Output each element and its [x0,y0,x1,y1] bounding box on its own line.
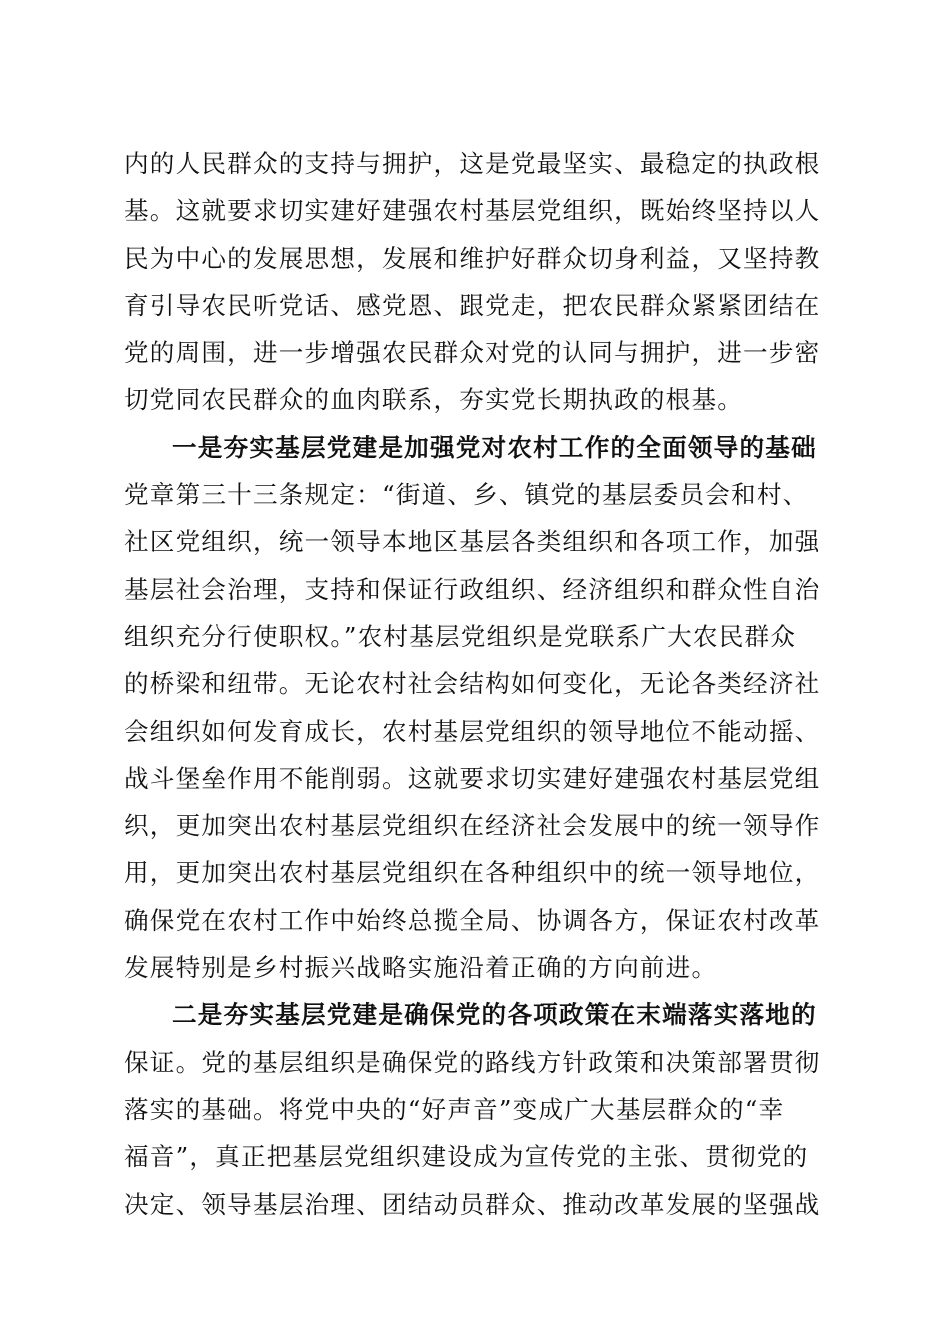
text-line: 切党同农民群众的血肉联系，夯实党长期执政的根基。 [124,385,744,415]
text-line: 民为中心的发展思想，发展和维护好群众切身利益，又坚持教 [124,243,821,273]
text-line: 落实的基础。将党中央的“好声音”变成广大基层群众的“幸 [124,1094,785,1124]
text-line: 党的周围，进一步增强农民群众对党的认同与拥护，进一步密 [124,338,821,368]
text-line: 用，更加突出农村基层党组织在各种组织中的统一领导地位， [124,858,821,888]
text-line: 确保党在农村工作中始终总揽全局、协调各方，保证农村改革 [124,905,821,935]
section-2 [124,991,829,1227]
text-line: 的桥梁和纽带。无论农村社会结构如何变化，无论各类经济社 [124,669,821,699]
text-line: 会组织如何发育成长，农村基层党组织的领导地位不能动摇、 [124,716,821,746]
text-line: 福音”，真正把基层党组织建设成为宣传党的主张、贯彻党的 [124,1142,809,1172]
text-line: 党章第三十三条规定：“街道、乡、镇党的基层委员会和村、 [124,480,809,510]
text-line: 保证。党的基层组织是确保党的路线方针政策和决策部署贯彻 [124,1047,821,1077]
section-1-heading: 一是夯实基层党建是加强党对农村工作的全面领导的基础 [172,432,817,462]
paragraph-1 [124,140,829,424]
section-1 [124,424,829,992]
body-text [124,140,829,1228]
text-line: 决定、领导基层治理、团结动员群众、推动改革发展的坚强战 [124,1189,821,1219]
text-line: 战斗堡垒作用不能削弱。这就要求切实建好建强农村基层党组 [124,763,821,793]
text-line: 织，更加突出农村基层党组织在经济社会发展中的统一领导作 [124,811,821,841]
text-line: 育引导农民听党话、感党恩、跟党走，把农民群众紧紧团结在 [124,290,821,320]
text-line: 基层社会治理，支持和保证行政组织、经济组织和群众性自治 [124,574,821,604]
text-line: 基。这就要求切实建好建强农村基层党组织，既始终坚持以人 [124,196,821,226]
text-line: 内的人民群众的支持与拥护，这是党最坚实、最稳定的执政根 [124,149,821,178]
text-line: 组织充分行使职权。”农村基层党组织是党联系广大农民群众 [124,621,797,651]
section-2-heading: 二是夯实基层党建是确保党的各项政策在末端落实落地的 [172,1000,817,1030]
text-line: 社区党组织，统一领导本地区基层各类组织和各项工作，加强 [124,527,821,557]
text-line: 发展特别是乡村振兴战略实施沿着正确的方向前进。 [124,953,718,983]
